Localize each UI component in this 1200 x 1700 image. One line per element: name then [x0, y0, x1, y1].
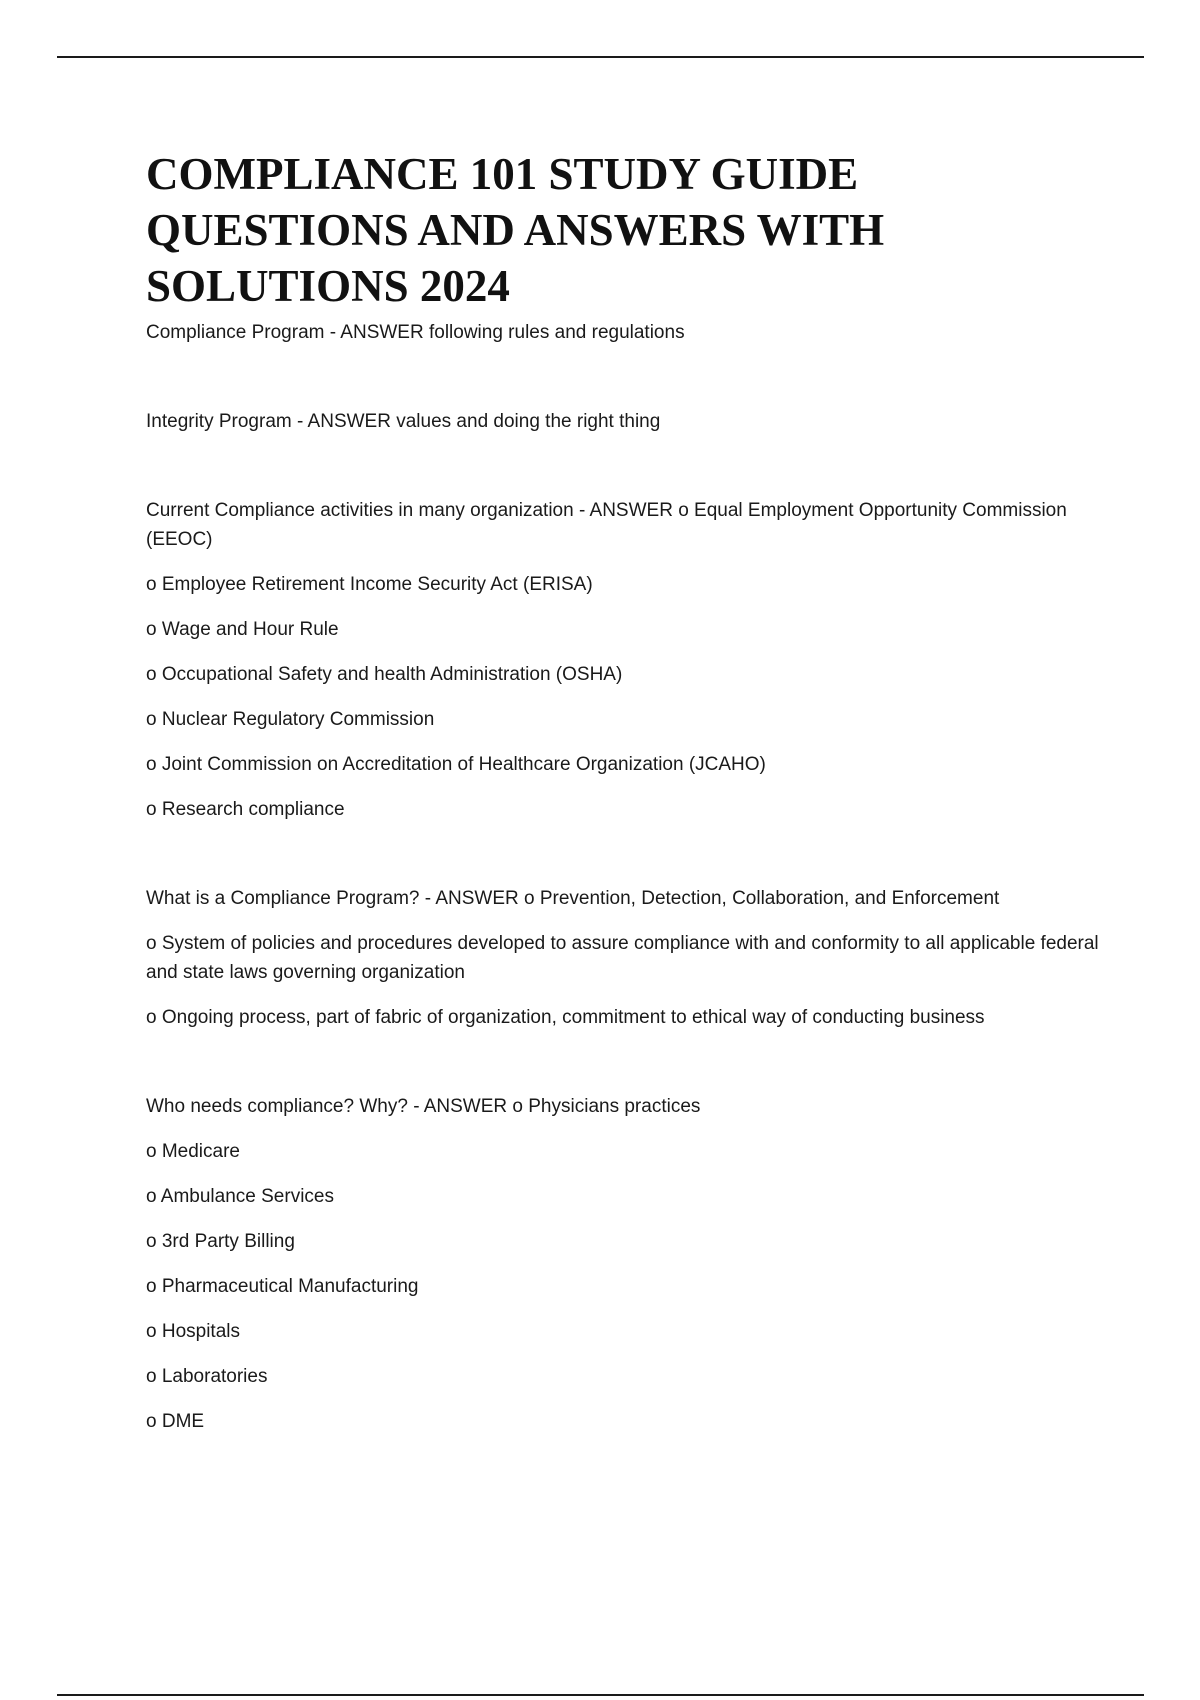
qa-block-integrity-program [146, 407, 1106, 436]
qa-question: What is a Compliance Program? - ANSWER o Prevention, Detection, Collaboration, and Enforcement [146, 888, 1000, 909]
answer-item: o Laboratories [146, 1366, 268, 1387]
document-body [146, 146, 1106, 1436]
qa-question: Integrity Program - ANSWER values and doing the right thing [146, 411, 661, 432]
qa-question: Compliance Program - ANSWER following rules and regulations [146, 322, 685, 343]
answer-item: o Hospitals [146, 1321, 240, 1342]
answer-item: o Nuclear Regulatory Commission [146, 709, 435, 730]
title-line: SOLUTIONS 2024 [146, 261, 510, 311]
answer-item: o Pharmaceutical Manufacturing [146, 1276, 419, 1297]
answer-item: o Occupational Safety and health Administration (OSHA) [146, 664, 623, 685]
answer-item: o Wage and Hour Rule [146, 619, 339, 640]
header-rule [57, 56, 1144, 58]
footer-rule [57, 1694, 1144, 1696]
qa-block-current-activities [146, 496, 1106, 824]
answer-item: o Research compliance [146, 799, 345, 820]
answer-item: o Employee Retirement Income Security Act (ERISA) [146, 574, 593, 595]
qa-block-what-is-compliance-program [146, 884, 1106, 1032]
qa-block-compliance-program [146, 318, 1106, 347]
title-line: QUESTIONS AND ANSWERS WITH [146, 205, 885, 255]
answer-item: o Medicare [146, 1141, 240, 1162]
answer-item: o Ongoing process, part of fabric of organization, commitment to ethical way of conducting business [146, 1007, 985, 1028]
answer-item: o Ambulance Services [146, 1186, 334, 1207]
qa-block-who-needs-compliance [146, 1092, 1106, 1436]
qa-question: Current Compliance activities in many organization - ANSWER o Equal Employment Opportunity Commission (EEOC) [146, 500, 1067, 550]
answer-item: o System of policies and procedures developed to assure compliance with and conformity to all applicable federal and state laws governing organization [146, 933, 1099, 983]
answer-item: o 3rd Party Billing [146, 1231, 295, 1252]
answer-item: o DME [146, 1411, 205, 1432]
answer-item: o Joint Commission on Accreditation of Healthcare Organization (JCAHO) [146, 754, 766, 775]
document-title [146, 146, 1106, 314]
qa-question: Who needs compliance? Why? - ANSWER o Physicians practices [146, 1096, 701, 1117]
title-line: COMPLIANCE 101 STUDY GUIDE [146, 149, 859, 199]
